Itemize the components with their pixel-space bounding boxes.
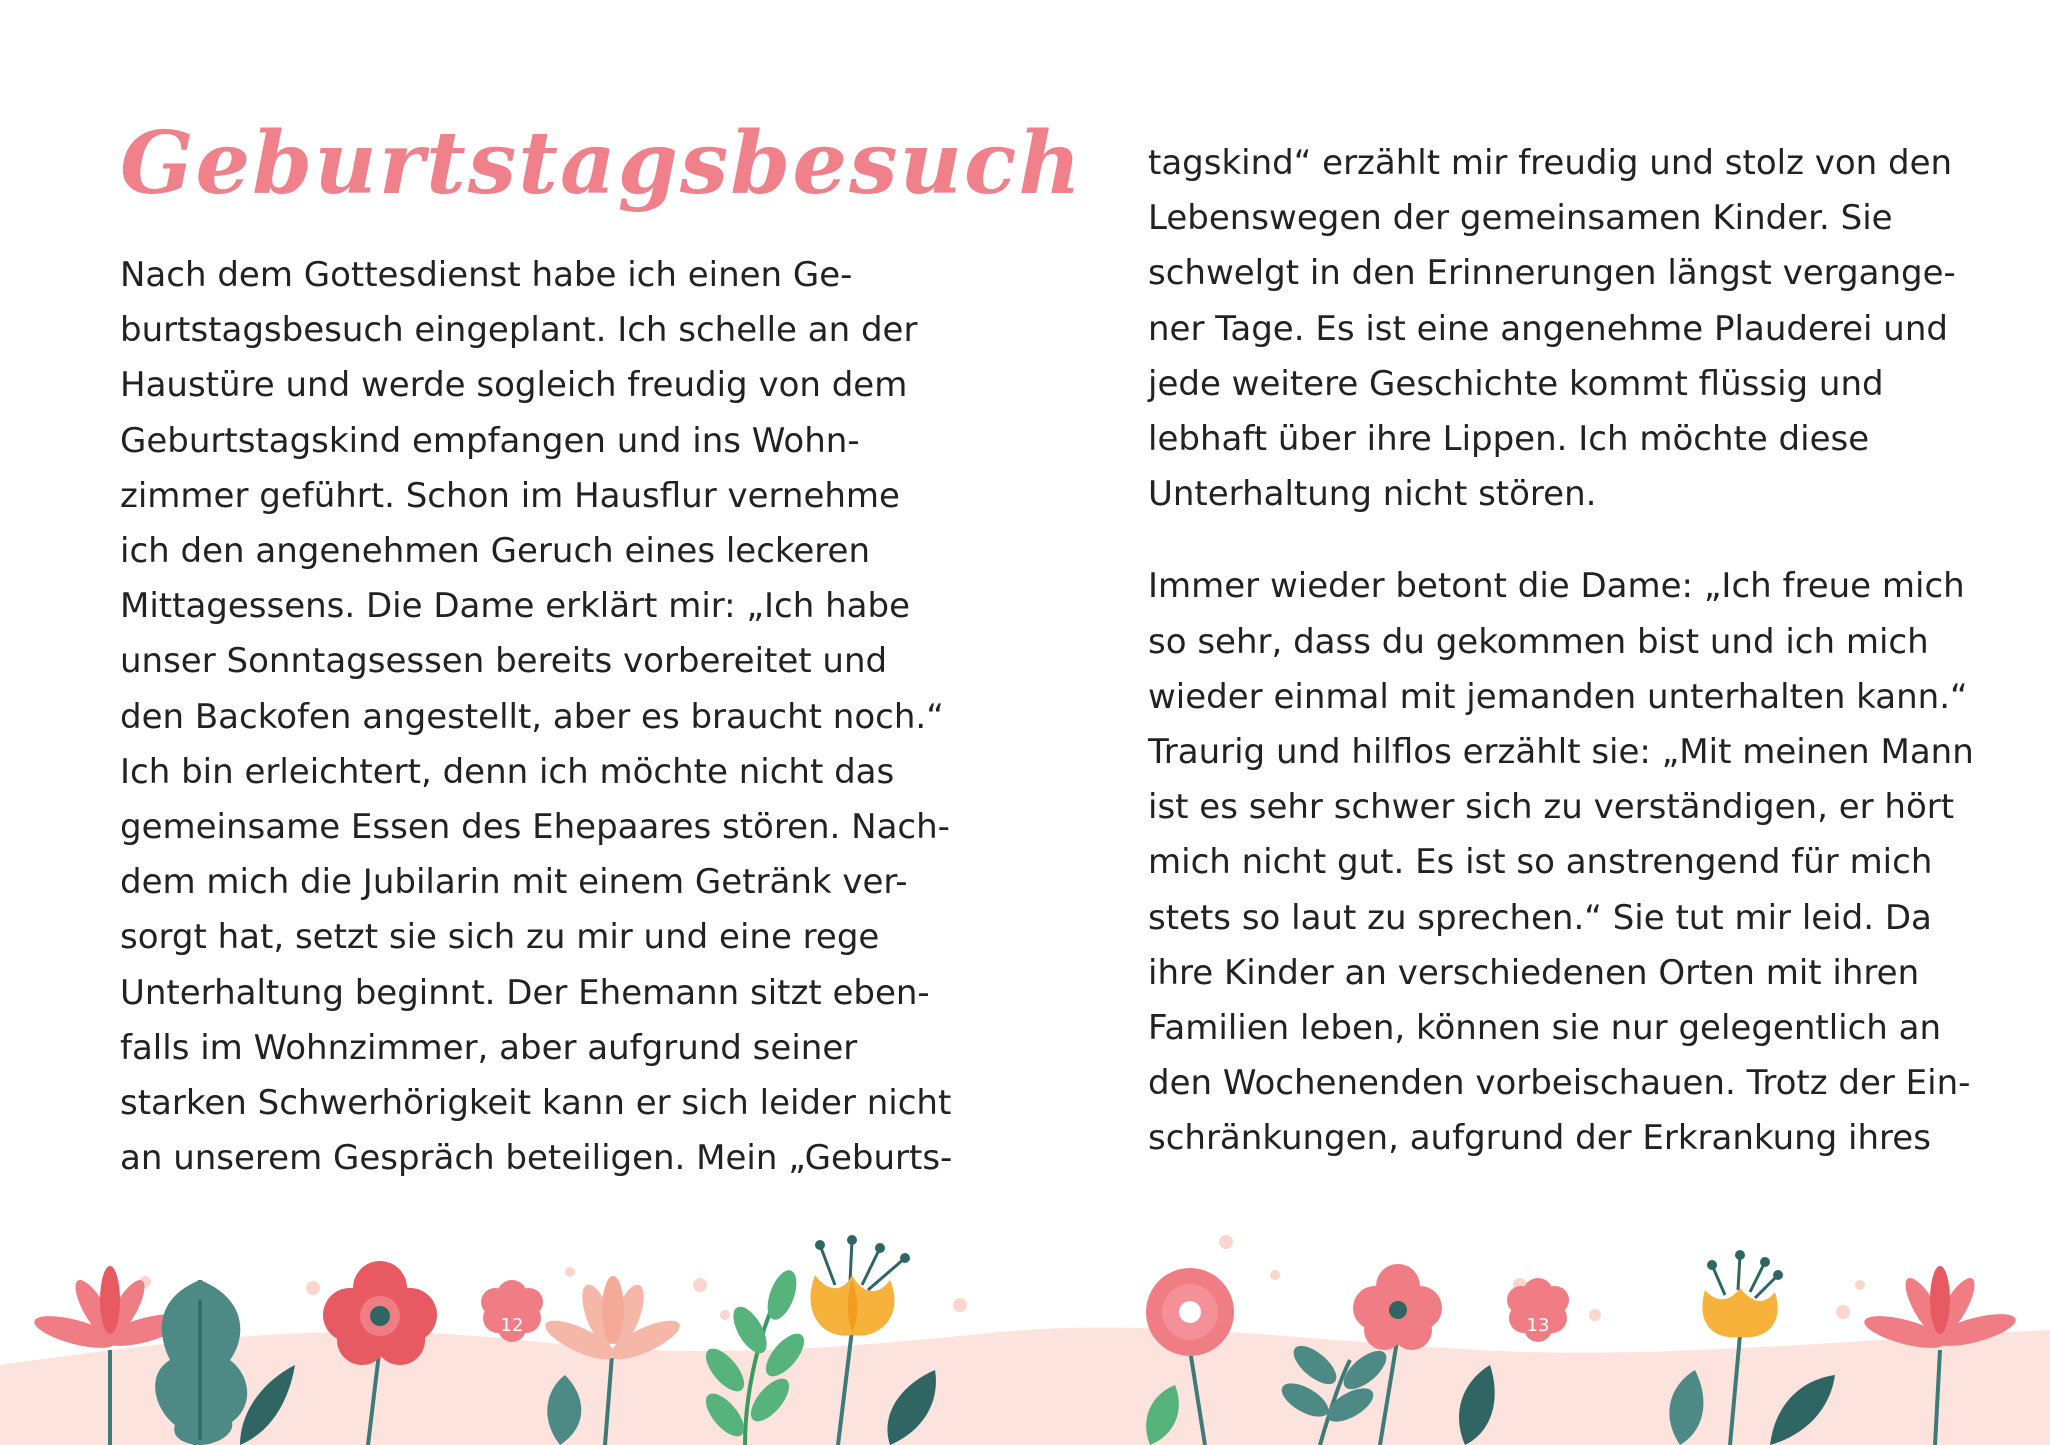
text-line: Immer wieder betont die Dame: „Ich freue mich: [1148, 566, 1965, 607]
text-line: an unserem Gespräch beteiligen. Mein „Geburts-: [120, 1138, 953, 1179]
text-line: ner Tage. Es ist eine angenehme Plauderei und: [1148, 308, 1948, 349]
page-number-right: 13: [1526, 1315, 1550, 1336]
text-line: Familien leben, können sie nur gelegentlich an: [1148, 1008, 1942, 1049]
paragraph-2: [1148, 559, 1974, 1166]
text-line: lebhaft über ihre Lippen. Ich möchte diese: [1148, 419, 1870, 460]
text-line: burtstagsbesuch eingeplant. Ich schelle an der: [120, 310, 918, 351]
left-page-text: [120, 248, 952, 1186]
text-line: starken Schwerhörigkeit kann er sich leider nicht: [120, 1083, 952, 1124]
right-page-text: [1148, 136, 1974, 1167]
text-line: ihre Kinder an verschiedenen Orten mit ihren: [1148, 952, 1920, 993]
text-line: falls im Wohnzimmer, aber aufgrund seiner: [120, 1027, 858, 1068]
text-line: ist es sehr schwer sich zu verständigen, er hört: [1148, 787, 1955, 828]
text-line: Nach dem Gottesdienst habe ich einen Ge-: [120, 255, 853, 295]
text-line: so sehr, dass du gekommen bist und ich mich: [1148, 621, 1929, 662]
ground-wave: [0, 1327, 2050, 1445]
text-line: Mittagessens. Die Dame erklärt mir: „Ich habe: [120, 586, 910, 627]
text-line: mich nicht gut. Es ist so anstrengend für mich: [1148, 842, 1933, 883]
text-line: tagskind“ erzählt mir freudig und stolz von den: [1148, 143, 1953, 183]
text-line: schränkungen, aufgrund der Erkrankung ihres: [1148, 1118, 1931, 1159]
text-line: zimmer geführt. Schon im Hausflur vernehme: [120, 475, 900, 516]
text-line: Unterhaltung beginnt. Der Ehemann sitzt eben-: [120, 972, 930, 1013]
text-line: ich den angenehmen Geruch eines leckeren: [120, 531, 870, 572]
text-line: schwelgt in den Erinnerungen längst vergange-: [1148, 253, 1956, 294]
page-title: Geburtstagsbesuch: [120, 113, 1083, 214]
text-line: Lebenswegen der gemeinsamen Kinder. Sie: [1148, 198, 1893, 239]
text-line: stets so laut zu sprechen.“ Sie tut mir leid. Da: [1148, 897, 1932, 938]
text-line: sorgt hat, setzt sie sich zu mir und eine rege: [120, 917, 880, 958]
text-line: jede weitere Geschichte kommt flüssig und: [1148, 363, 1884, 404]
flower-border-illustration: [0, 1190, 2050, 1445]
text-line: unser Sonntagsessen bereits vorbereitet und: [120, 641, 888, 682]
paragraph-spacer: [1148, 522, 1974, 559]
text-line: Geburtstagskind empfangen und ins Wohn-: [120, 420, 860, 461]
paragraph-1: [1148, 136, 1974, 522]
text-line: Traurig und hilflos erzählt sie: „Mit meinen Mann: [1148, 732, 1974, 773]
text-line: Unterhaltung nicht stören.: [1148, 474, 1597, 515]
text-line: wieder einmal mit jemanden unterhalten kann.“: [1148, 676, 1968, 717]
text-line: dem mich die Jubilarin mit einem Getränk ver-: [120, 862, 908, 903]
text-line: Haustüre und werde sogleich freudig von dem: [120, 365, 908, 406]
page-number-left: 12: [500, 1315, 524, 1336]
text-line: den Backofen angestellt, aber es braucht noch.“: [120, 696, 944, 737]
text-line: gemeinsame Essen des Ehepaares stören. Nach-: [120, 807, 950, 848]
text-line: den Wochenenden vorbeischauen. Trotz der Ein-: [1148, 1063, 1971, 1104]
text-line: Ich bin erleichtert, denn ich möchte nicht das: [120, 751, 895, 792]
